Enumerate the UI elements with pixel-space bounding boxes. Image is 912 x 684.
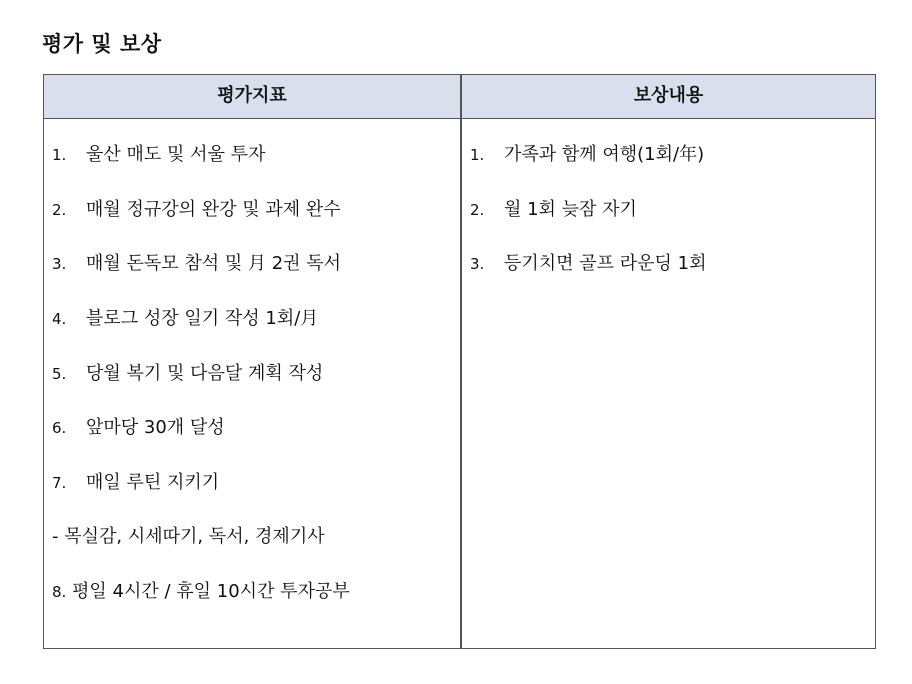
item-number: 4.: [52, 310, 67, 328]
list-item: [470, 197, 637, 223]
page-title: 평가 및 보상: [42, 32, 162, 56]
item-text: - 목실감, 시세따기, 독서, 경제기사: [52, 526, 325, 547]
item-number: 8.: [52, 583, 67, 601]
evaluation-reward-table: [43, 74, 876, 649]
list-item: [470, 142, 704, 168]
item-text: 앞마당 30개 달성: [86, 417, 225, 438]
item-text: 등기치면 골프 라운딩 1회: [504, 253, 707, 274]
item-number: 2.: [470, 201, 485, 219]
list-item: [52, 524, 325, 550]
header-reward: 보상내용: [633, 85, 704, 106]
list-item: [52, 142, 265, 168]
list-item: [52, 415, 225, 441]
list-item: [52, 197, 341, 223]
list-item: [52, 361, 323, 387]
item-text: 블로그 성장 일기 작성 1회/月: [86, 308, 319, 329]
list-item: [470, 251, 707, 277]
item-number: 6.: [52, 419, 67, 437]
item-number: 1.: [52, 146, 67, 164]
item-text: 월 1회 늦잠 자기: [504, 199, 637, 220]
item-number: 3.: [52, 255, 67, 273]
item-text: 울산 매도 및 서울 투자: [86, 144, 266, 165]
item-number: 5.: [52, 365, 67, 383]
list-item: [52, 470, 219, 496]
item-text: 매월 정규강의 완강 및 과제 완수: [86, 199, 341, 220]
item-text: 당월 복기 및 다음달 계획 작성: [86, 363, 324, 384]
item-text: 매일 루틴 지키기: [86, 472, 220, 493]
column-divider: [460, 75, 462, 648]
item-number: 3.: [470, 255, 485, 273]
header-evaluation: 평가지표: [217, 85, 287, 106]
list-item: [52, 579, 350, 605]
item-number: 1.: [470, 146, 485, 164]
item-number: 7.: [52, 474, 67, 492]
item-text: 가족과 함께 여행(1회/年): [504, 144, 705, 165]
list-item: [52, 251, 341, 277]
list-item: [52, 306, 318, 332]
item-text: 평일 4시간 / 휴일 10시간 투자공부: [72, 581, 350, 602]
item-number: 2.: [52, 201, 67, 219]
item-text: 매월 돈독모 참석 및 月 2권 독서: [86, 253, 342, 274]
